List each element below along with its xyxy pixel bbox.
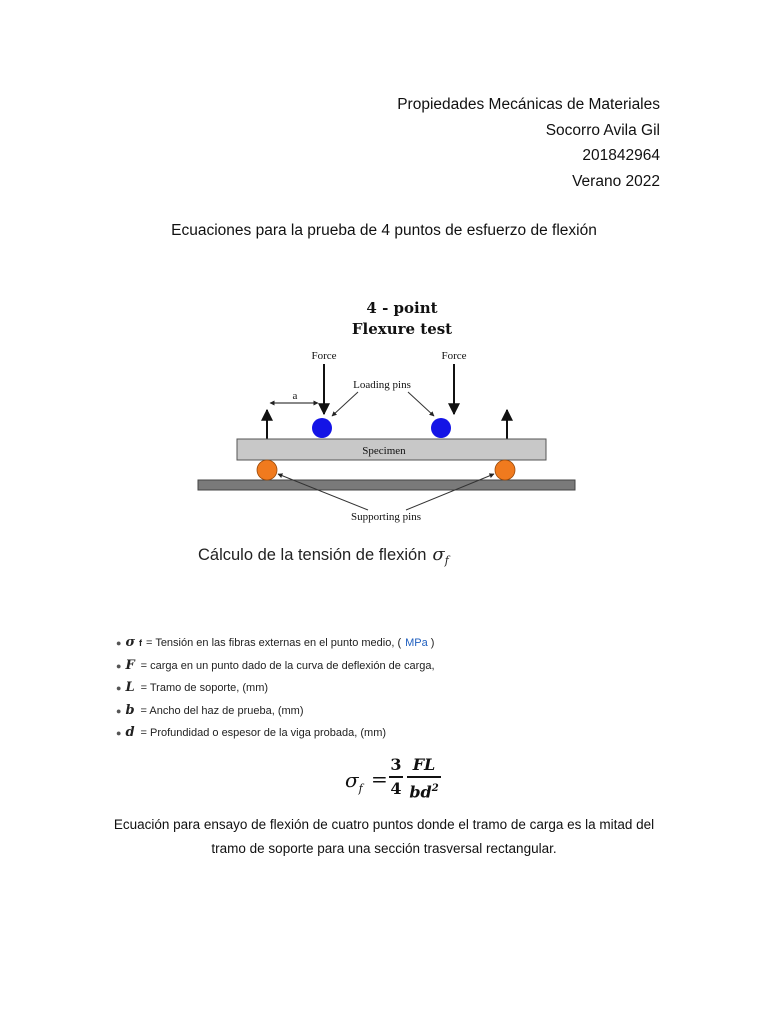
fraction-fl-over-bd2: FL $bd^2$ <box>407 754 441 803</box>
figure-title-line1: 4 - point <box>366 299 438 317</box>
variable-definitions <box>116 632 456 745</box>
loading-pin-right <box>431 418 451 438</box>
definition-f: ● F = carga en un punto dado de la curva de deflexión de carga, <box>116 657 435 673</box>
force-label-left: Force <box>311 350 337 362</box>
document-header <box>240 92 660 194</box>
fraction-three-quarters: 3 4 <box>390 755 402 798</box>
loading-pins-label: Loading pins <box>353 379 411 391</box>
supporting-pins-label: Supporting pins <box>351 511 421 523</box>
loading-pins-pointer-left <box>332 392 358 416</box>
force-label-right: Force <box>441 350 467 362</box>
section-subtitle: Ecuaciones para la prueba de 4 puntos de esfuerzo de flexión <box>171 222 597 239</box>
flexure-test-diagram <box>178 288 590 576</box>
definition-b: ● b = Ancho del haz de prueba, (mm) <box>116 702 304 718</box>
mpa-link[interactable]: MPa <box>405 637 428 649</box>
loading-pins-pointer-right <box>408 392 434 416</box>
specimen-label: Specimen <box>362 445 406 457</box>
support-pin-left <box>257 460 277 480</box>
figure-title-line2: Flexure test <box>351 320 453 338</box>
student-id: 201842964 <box>582 147 660 164</box>
definition-d: ● d = Profundidad o espesor de la viga probada, (mm) <box>116 725 387 740</box>
equation-caption: Ecuación para ensayo de flexión de cuatro puntos donde el tramo de carga es la mitad del tramo de soporte para una sección trasversal rectangular. <box>113 817 655 856</box>
base-plate <box>198 480 575 490</box>
definition-sigma: ● σ f = Tensión en las fibras externas en el punto medio, ( MPa ) <box>116 632 456 655</box>
term: Verano 2022 <box>572 172 660 190</box>
calc-title: Cálculo de la tensión de flexión $\sigma_f$ <box>198 544 449 567</box>
flexural-stress-formula: $\sigma_f$ = 3 4 FL $bd^2$ <box>345 752 455 806</box>
flexure-test-figure <box>178 288 590 576</box>
support-pin-right <box>495 460 515 480</box>
supporting-pins-pointer-right <box>406 474 494 510</box>
supporting-pins-pointer-left <box>278 474 368 510</box>
span-label: a <box>292 390 298 402</box>
author-name: Socorro Avila Gil <box>545 121 660 139</box>
course-title: Propiedades Mecánicas de Materiales <box>397 96 660 113</box>
definition-l: ● L = Tramo de soporte, (mm) <box>116 680 269 695</box>
loading-pin-left <box>312 418 332 438</box>
